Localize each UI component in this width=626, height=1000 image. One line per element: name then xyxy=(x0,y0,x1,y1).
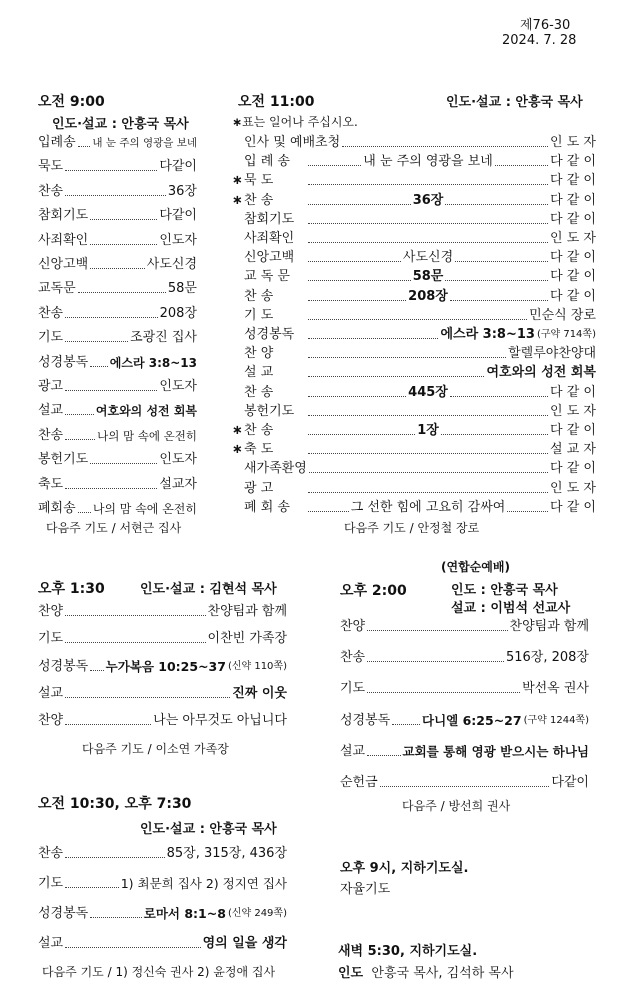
order-label: 봉헌기도 xyxy=(38,452,89,468)
order-row xyxy=(244,289,596,305)
leader-dots xyxy=(367,692,520,693)
leader-dots xyxy=(308,453,548,454)
order-row xyxy=(38,184,197,200)
leader-dots xyxy=(450,300,548,301)
leader-dots xyxy=(445,204,548,205)
leader-dots xyxy=(65,195,166,196)
order-value: 다니엘 6:25~27 xyxy=(422,712,522,728)
leader-dots xyxy=(308,357,506,358)
standing-mark: ∗ xyxy=(232,192,243,208)
leader-dots xyxy=(380,786,550,787)
order-detail: 에스라 3:8~13 xyxy=(440,327,535,342)
order-row xyxy=(244,231,596,247)
order-value: 영의 일을 생각 xyxy=(202,936,287,951)
leader-dots xyxy=(308,415,548,416)
order-value: 조광진 집사 xyxy=(130,330,197,346)
order-label: 인사 및 예배초청 xyxy=(244,135,341,150)
night-prayer-desc: 자율기도 xyxy=(340,882,391,897)
order-value: 설교자 xyxy=(159,476,197,492)
order-value: 이찬빈 가족장 xyxy=(207,631,287,647)
order-row xyxy=(244,212,596,228)
order-row xyxy=(38,330,197,346)
leader-dots xyxy=(90,670,103,671)
order-value: 누가복음 10:25~37 xyxy=(105,658,226,674)
service-11-next-prayer: 다음주 기도 / 안정철 장로 xyxy=(344,521,480,535)
order-row xyxy=(244,250,596,266)
order-label: 성경봉독 xyxy=(38,354,89,370)
leader-dots xyxy=(367,661,504,662)
order-value: 민순식 장로 xyxy=(529,307,596,323)
order-value: 찬양팀과 함께 xyxy=(509,619,589,634)
order-label: 찬 송 xyxy=(244,192,274,208)
order-value: 다 같 이 xyxy=(550,250,596,266)
order-label: 입례송 xyxy=(38,135,76,150)
leader-dots xyxy=(308,376,484,377)
leader-dots xyxy=(78,292,166,293)
order-label: 찬양 xyxy=(340,619,366,634)
order-row xyxy=(244,308,596,324)
order-value: 다 같 이 xyxy=(550,461,596,477)
order-value: 다 같 이 xyxy=(550,384,596,400)
order-value: 로마서 8:1~8 xyxy=(143,906,226,921)
order-row xyxy=(38,403,197,419)
order-row xyxy=(244,327,596,343)
order-row xyxy=(38,452,197,468)
order-label: 새가족환영 xyxy=(244,461,307,477)
order-label: 성경봉독 xyxy=(244,327,295,342)
service-11-time: 오전 11:00 xyxy=(238,94,315,110)
order-row xyxy=(38,659,287,675)
order-value: 1) 최문희 집사 2) 정지연 집사 xyxy=(120,876,287,891)
order-label: 참회기도 xyxy=(244,211,295,227)
order-value: 다 같 이 xyxy=(550,173,596,189)
leader-dots xyxy=(367,755,400,756)
order-value: 찬양팀과 함께 xyxy=(207,604,287,619)
order-row xyxy=(38,379,197,395)
service-200-leader: 인도 : 안흥국 목사 xyxy=(451,583,558,598)
leader-dots xyxy=(90,268,145,269)
order-detail: 그 선한 힘에 고요히 감싸여 xyxy=(350,499,506,515)
order-value: 다 같 이 xyxy=(550,499,596,515)
leader-dots xyxy=(65,947,200,948)
order-label: 찬양 xyxy=(38,713,64,729)
order-value: 설 교 자 xyxy=(550,442,596,458)
leader-dots xyxy=(367,630,507,631)
order-label: 신앙고백 xyxy=(38,257,89,272)
order-label: 성경봉독 xyxy=(38,658,89,674)
order-value: 나의 맘 속에 온전히 xyxy=(97,428,197,443)
order-value: 다 같 이 xyxy=(550,154,597,170)
order-row xyxy=(244,135,596,151)
leader-dots xyxy=(308,242,548,243)
leader-dots xyxy=(308,396,406,397)
service-200-title: (연합순예배) xyxy=(441,560,510,574)
service-1030-next-prayer: 다음주 기도 / 1) 정신숙 권사 2) 윤정애 집사 xyxy=(42,965,276,979)
leader-dots xyxy=(65,887,119,888)
order-row xyxy=(38,501,197,517)
leader-dots xyxy=(308,261,401,262)
leader-dots xyxy=(65,341,128,342)
leader-dots xyxy=(65,317,158,318)
star-note: ∗표는 일어나 주십시오. xyxy=(232,115,358,129)
order-row xyxy=(340,713,589,729)
order-row xyxy=(244,365,596,381)
order-row xyxy=(244,404,596,420)
order-label: 찬송 xyxy=(38,846,64,861)
dawn-prayer-leaders xyxy=(338,962,514,981)
leader-dots xyxy=(90,917,142,918)
order-label: 기도 xyxy=(38,330,64,346)
leader-dots xyxy=(65,170,157,171)
order-detail: 내 눈 주의 영광을 보네 xyxy=(363,154,493,170)
order-value: 인도자 xyxy=(159,452,197,468)
order-row xyxy=(244,346,596,362)
service-9-next-prayer: 다음주 기도 / 서현근 집사 xyxy=(46,521,182,535)
order-label: 찬송 xyxy=(340,650,366,666)
leader-dots xyxy=(65,439,95,440)
leader-dots xyxy=(65,697,230,698)
order-row xyxy=(244,500,596,516)
order-label: 찬송 xyxy=(38,183,64,199)
bulletin-date: 2024. 7. 28 xyxy=(502,33,577,48)
service-1030-leader: 인도·설교 : 안흥국 목사 xyxy=(140,822,277,837)
order-row xyxy=(38,713,287,729)
order-label: 입 례 송 xyxy=(244,154,290,170)
order-row xyxy=(38,281,197,297)
leader-dots xyxy=(445,280,548,281)
order-label: 설 교 xyxy=(244,365,274,381)
order-value: 36장 xyxy=(167,183,197,199)
order-label: 기도 xyxy=(38,631,64,647)
order-label: 설교 xyxy=(38,403,64,419)
order-label: 사죄확인 xyxy=(244,231,295,246)
leader-dots xyxy=(308,223,548,224)
order-label: 설교 xyxy=(38,936,64,951)
order-row xyxy=(340,744,589,760)
service-9-leader: 인도·설교 : 안흥국 목사 xyxy=(52,117,189,132)
order-label: 신앙고백 xyxy=(244,250,295,266)
leader-dots xyxy=(90,366,108,367)
order-value: 여호와의 성전 회복 xyxy=(95,404,197,419)
order-label: 교 독 문 xyxy=(244,269,290,285)
order-detail: 사도신경 xyxy=(402,250,454,266)
order-label: 찬 송 xyxy=(244,423,274,438)
order-value: 인도자 xyxy=(159,379,197,394)
order-page-ref: (신약 249쪽) xyxy=(227,908,287,919)
order-page-ref: (구약 1244쪽) xyxy=(523,714,589,726)
leader-dots xyxy=(65,390,157,391)
service-200-time: 오후 2:00 xyxy=(340,583,407,599)
leader-dots xyxy=(78,146,91,147)
leader-dots xyxy=(392,724,420,725)
order-label: 교독문 xyxy=(38,281,76,297)
order-value: 내 눈 주의 영광을 보네 xyxy=(92,137,197,149)
order-label: 축도 xyxy=(38,476,64,492)
leader-dots xyxy=(90,244,157,245)
service-130-time: 오후 1:30 xyxy=(38,581,105,597)
order-value: 에스라 3:8~13 xyxy=(109,355,197,370)
order-row xyxy=(244,193,596,209)
dawn-prayer-label: 인도 xyxy=(338,966,364,981)
order-detail: 445장 xyxy=(408,384,448,400)
order-value: 다같이 xyxy=(551,775,589,790)
order-row xyxy=(38,428,197,444)
order-value: 다 같 이 xyxy=(550,192,597,208)
order-label: 폐회송 xyxy=(38,501,76,516)
leader-dots xyxy=(65,615,205,616)
order-row xyxy=(244,481,596,497)
order-value: 여호와의 성전 회복 xyxy=(486,365,596,381)
order-label: 찬 송 xyxy=(244,384,274,400)
order-value: 다같이 xyxy=(159,159,197,175)
order-label: 기도 xyxy=(340,681,366,697)
order-label: 찬송 xyxy=(38,305,64,321)
order-row xyxy=(38,257,197,273)
standing-mark: ∗ xyxy=(232,423,243,438)
leader-dots xyxy=(65,857,165,858)
order-label: 기 도 xyxy=(244,307,274,323)
order-value: 나는 아무것도 아닙니다 xyxy=(153,713,287,729)
order-row xyxy=(38,906,287,922)
order-value: 인 도 자 xyxy=(550,480,596,496)
leader-dots xyxy=(308,319,527,320)
order-detail: 208장 xyxy=(408,288,448,304)
order-label: 찬송 xyxy=(38,427,64,443)
service-200-next-prayer: 다음주 / 방선희 권사 xyxy=(402,799,511,813)
order-label: 기도 xyxy=(38,876,64,891)
order-label: 광고 xyxy=(38,379,64,394)
service-9-time: 오전 9:00 xyxy=(38,94,105,110)
leader-dots xyxy=(309,472,548,473)
order-value: 인 도 자 xyxy=(550,231,596,246)
order-label: 묵 도 xyxy=(244,173,274,189)
order-value: 다 같 이 xyxy=(550,269,597,285)
order-value: 인 도 자 xyxy=(550,135,596,150)
order-row xyxy=(38,355,197,371)
order-row xyxy=(340,681,589,697)
leader-dots xyxy=(90,463,157,464)
order-row xyxy=(38,846,287,862)
leader-dots xyxy=(308,280,411,281)
service-11-leader: 인도·설교 : 안흥국 목사 xyxy=(446,95,583,110)
order-label: 설교 xyxy=(38,685,64,701)
leader-dots xyxy=(78,512,91,513)
order-value: 교회를 통해 영광 받으시는 하나님 xyxy=(402,743,589,759)
dawn-prayer-names: 안흥국 목사, 김석하 목사 xyxy=(371,966,514,981)
leader-dots xyxy=(65,414,94,415)
order-page-ref: (신약 110쪽) xyxy=(227,660,287,672)
order-label: 찬 송 xyxy=(244,288,274,304)
order-row xyxy=(38,477,197,493)
order-value: 사도신경 xyxy=(146,257,197,272)
order-label: 광 고 xyxy=(244,480,274,496)
order-row xyxy=(340,775,589,791)
order-label: 찬 양 xyxy=(244,346,274,362)
leader-dots xyxy=(308,434,415,435)
order-label: 참회기도 xyxy=(38,208,89,224)
order-value: 박선옥 권사 xyxy=(522,681,589,697)
order-value: 다같이 xyxy=(159,208,197,224)
leader-dots xyxy=(308,511,349,512)
order-value: 85장, 315장, 436장 xyxy=(166,846,287,861)
order-value: 다 같 이 xyxy=(550,288,596,304)
order-row xyxy=(38,876,287,892)
order-value: 인도자 xyxy=(159,232,197,248)
order-label: 성경봉독 xyxy=(340,712,391,728)
order-label: 사죄확인 xyxy=(38,232,89,248)
leader-dots xyxy=(308,338,438,339)
order-row xyxy=(38,135,197,151)
bulletin-number: 제76-30 xyxy=(520,18,571,33)
leader-dots xyxy=(495,165,548,166)
order-value: 진짜 이웃 xyxy=(232,685,287,701)
order-row xyxy=(244,173,596,189)
leader-dots xyxy=(65,642,205,643)
standing-mark: ∗ xyxy=(232,442,243,458)
star-note-text: 표는 일어나 주십시오. xyxy=(242,115,358,129)
order-label: 설교 xyxy=(340,743,366,759)
order-row xyxy=(38,936,287,952)
order-label: 성경봉독 xyxy=(38,906,89,921)
order-detail: 36장 xyxy=(412,192,444,208)
service-1030-time: 오전 10:30, 오후 7:30 xyxy=(38,796,192,812)
leader-dots xyxy=(441,434,548,435)
order-value: 다 같 이 xyxy=(550,211,596,227)
order-label: 봉헌기도 xyxy=(244,403,295,419)
leader-dots xyxy=(507,511,548,512)
leader-dots xyxy=(90,219,157,220)
order-label: 축 도 xyxy=(244,442,274,458)
order-row xyxy=(340,650,589,666)
standing-mark: ∗ xyxy=(232,173,243,189)
leader-dots xyxy=(308,165,361,166)
order-value: 58문 xyxy=(167,281,197,297)
order-detail: 58문 xyxy=(412,269,444,285)
order-row xyxy=(38,233,197,249)
leader-dots xyxy=(308,204,411,205)
order-row xyxy=(244,423,596,439)
order-label: 찬양 xyxy=(38,604,64,619)
order-value: 516장, 208장 xyxy=(505,650,589,666)
leader-dots xyxy=(455,261,548,262)
service-130-next-prayer: 다음주 기도 / 이소연 가족장 xyxy=(82,742,229,756)
order-label: 순헌금 xyxy=(340,775,378,790)
order-row xyxy=(38,306,197,322)
order-label: 폐 회 송 xyxy=(244,499,290,515)
order-value: 인 도 자 xyxy=(550,403,596,419)
order-detail: 1장 xyxy=(417,423,439,438)
order-value: 다 같 이 xyxy=(550,423,596,438)
order-value: 나의 맘 속에 온전히 xyxy=(92,502,197,516)
leader-dots xyxy=(65,488,157,489)
dawn-prayer-time: 새벽 5:30, 지하기도실. xyxy=(338,944,478,959)
order-row xyxy=(244,154,596,170)
order-row xyxy=(244,461,596,477)
order-row xyxy=(244,269,596,285)
night-prayer-time: 오후 9시, 지하기도실. xyxy=(340,861,469,876)
leader-dots xyxy=(308,492,548,493)
order-row xyxy=(38,686,287,702)
order-value: 208장 xyxy=(159,305,197,321)
leader-dots xyxy=(342,146,548,147)
leader-dots xyxy=(65,724,151,725)
order-row xyxy=(38,159,197,175)
leader-dots xyxy=(450,396,548,397)
order-row xyxy=(38,208,197,224)
order-row xyxy=(244,442,596,458)
leader-dots xyxy=(308,184,548,185)
order-page-ref: (구약 714쪽) xyxy=(536,329,596,340)
order-row xyxy=(244,385,596,401)
order-label: 묵도 xyxy=(38,159,64,175)
order-row xyxy=(340,619,589,635)
service-200-preacher: 설교 : 이범석 선교사 xyxy=(451,601,571,616)
order-row xyxy=(38,604,287,620)
order-row xyxy=(38,631,287,647)
order-value: 할렐루야찬양대 xyxy=(508,346,596,362)
leader-dots xyxy=(308,300,406,301)
service-130-leader: 인도·설교 : 김현석 목사 xyxy=(140,582,277,597)
